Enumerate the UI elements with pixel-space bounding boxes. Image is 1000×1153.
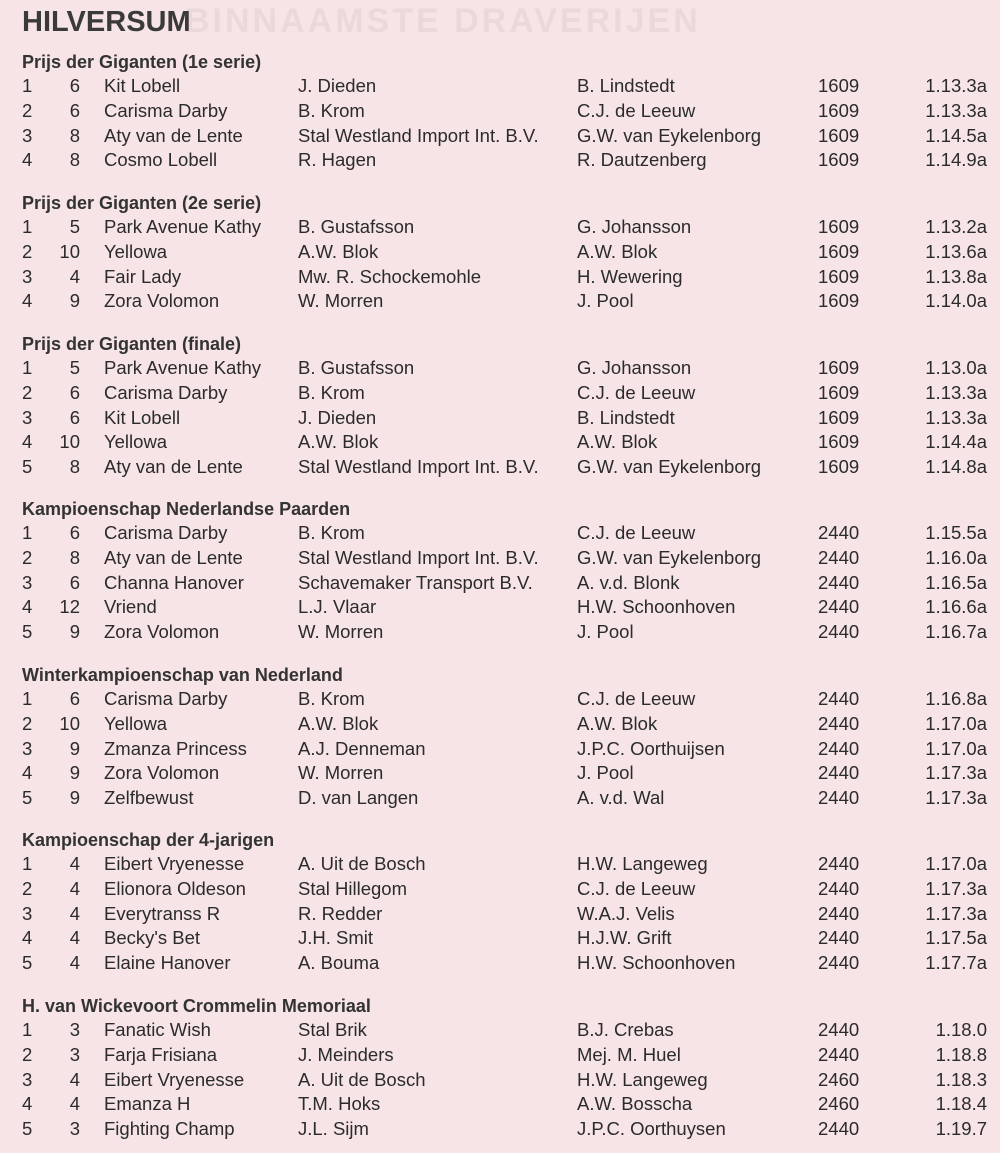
- cell-position: 2: [22, 877, 33, 899]
- cell-distance: 1609: [818, 290, 860, 312]
- cell-horse: Fanatic Wish: [104, 1019, 211, 1040]
- cell-owner: B. Krom: [298, 99, 365, 121]
- cell-time: 1.13.8a: [925, 265, 987, 287]
- cell-owner: Mw. R. Schockemohle: [298, 265, 482, 287]
- cell-time: 1.16.8a: [925, 688, 987, 709]
- cell-owner: A.W. Blok: [298, 431, 379, 453]
- result-row: [0, 852, 1000, 877]
- result-row: [0, 1018, 1000, 1043]
- cell-horse: Cosmo Lobell: [104, 149, 218, 171]
- cell-horse: Fighting Champ: [104, 1118, 235, 1140]
- cell-number: 8: [69, 124, 80, 146]
- cell-horse: Kit Lobell: [104, 75, 181, 96]
- result-row: [0, 406, 1000, 431]
- cell-horse: Zmanza Princess: [104, 737, 247, 759]
- cell-position: 4: [22, 596, 33, 618]
- cell-owner: L.J. Vlaar: [298, 596, 377, 618]
- cell-position: 3: [22, 406, 33, 428]
- result-row: [0, 786, 1000, 811]
- cell-driver: G. Johansson: [577, 357, 692, 378]
- result-row: [0, 215, 1000, 240]
- result-row: [0, 455, 1000, 480]
- race-title: H. van Wickevoort Crommelin Memoriaal: [22, 996, 371, 1016]
- cell-owner: R. Hagen: [298, 149, 377, 171]
- cell-number: 9: [69, 621, 80, 643]
- cell-position: 3: [22, 1068, 33, 1090]
- cell-position: 3: [22, 902, 33, 924]
- cell-number: 8: [69, 456, 80, 478]
- cell-distance: 2440: [818, 571, 860, 593]
- cell-time: 1.17.0a: [925, 712, 987, 734]
- cell-number: 3: [69, 1118, 80, 1140]
- cell-horse: Zora Volomon: [104, 621, 220, 643]
- cell-number: 4: [69, 927, 80, 949]
- cell-distance: 2440: [818, 1019, 860, 1040]
- cell-horse: Farja Frisiana: [104, 1043, 218, 1065]
- result-row: [0, 902, 1000, 927]
- cell-time: 1.14.5a: [925, 124, 987, 146]
- cell-horse: Park Avenue Kathy: [104, 216, 262, 237]
- race-title: Prijs der Giganten (1e serie): [22, 52, 262, 72]
- cell-distance: 1609: [818, 381, 860, 403]
- cell-distance: 1609: [818, 99, 860, 121]
- result-row: [0, 1092, 1000, 1117]
- cell-distance: 1609: [818, 75, 860, 96]
- cell-distance: 1609: [818, 265, 860, 287]
- cell-number: 8: [69, 149, 80, 171]
- cell-horse: Aty van de Lente: [104, 456, 243, 478]
- cell-horse: Yellowa: [104, 712, 168, 734]
- cell-number: 4: [69, 265, 80, 287]
- result-row: [0, 148, 1000, 173]
- cell-distance: 2440: [818, 762, 860, 784]
- cell-horse: Becky's Bet: [104, 927, 201, 949]
- result-row: [0, 265, 1000, 290]
- cell-horse: Park Avenue Kathy: [104, 357, 262, 378]
- race-section: [0, 332, 1000, 480]
- cell-driver: C.J. de Leeuw: [577, 877, 696, 899]
- cell-number: 6: [69, 688, 80, 709]
- cell-time: 1.18.4: [935, 1093, 987, 1115]
- cell-position: 4: [22, 1093, 33, 1115]
- cell-position: 1: [22, 216, 33, 237]
- cell-owner: A.W. Blok: [298, 240, 379, 262]
- cell-distance: 1609: [818, 240, 860, 262]
- cell-owner: Stal Westland Import Int. B.V.: [298, 546, 539, 568]
- cell-number: 12: [59, 596, 80, 618]
- cell-horse: Elaine Hanover: [104, 952, 231, 974]
- cell-number: 10: [59, 712, 80, 734]
- cell-driver: J. Pool: [577, 762, 634, 784]
- cell-position: 5: [22, 952, 33, 974]
- race-section: [0, 663, 1000, 811]
- cell-driver: R. Dautzenberg: [577, 149, 707, 171]
- cell-driver: J.P.C. Oorthuysen: [577, 1118, 726, 1140]
- cell-driver: C.J. de Leeuw: [577, 99, 696, 121]
- race-section: [0, 828, 1000, 976]
- race-title: Prijs der Giganten (2e serie): [22, 193, 262, 213]
- result-row: [0, 1068, 1000, 1093]
- cell-owner: D. van Langen: [298, 787, 419, 809]
- cell-time: 1.13.0a: [925, 357, 987, 378]
- cell-owner: W. Morren: [298, 290, 384, 312]
- cell-driver: H.W. Langeweg: [577, 1068, 708, 1090]
- result-row: [0, 430, 1000, 455]
- cell-number: 10: [59, 240, 80, 262]
- cell-owner: J.L. Sijm: [298, 1118, 369, 1140]
- cell-number: 3: [69, 1043, 80, 1065]
- cell-distance: 1609: [818, 149, 860, 171]
- result-row: [0, 521, 1000, 546]
- cell-owner: A. Bouma: [298, 952, 380, 974]
- cell-owner: A.J. Denneman: [298, 737, 426, 759]
- cell-number: 4: [69, 952, 80, 974]
- cell-driver: A. v.d. Wal: [577, 787, 665, 809]
- cell-position: 1: [22, 75, 33, 96]
- cell-time: 1.14.8a: [925, 456, 987, 478]
- cell-number: 10: [59, 431, 80, 453]
- cell-driver: J.P.C. Oorthuijsen: [577, 737, 725, 759]
- cell-owner: J. Meinders: [298, 1043, 394, 1065]
- cell-time: 1.16.6a: [925, 596, 987, 618]
- cell-time: 1.18.8: [935, 1043, 987, 1065]
- cell-distance: 2460: [818, 1068, 860, 1090]
- cell-time: 1.13.3a: [925, 75, 987, 96]
- cell-driver: A.W. Blok: [577, 240, 658, 262]
- cell-position: 3: [22, 571, 33, 593]
- cell-horse: Everytranss R: [104, 902, 221, 924]
- cell-horse: Emanza H: [104, 1093, 191, 1115]
- cell-owner: Stal Hillegom: [298, 877, 407, 899]
- cell-driver: C.J. de Leeuw: [577, 522, 696, 543]
- cell-number: 6: [69, 406, 80, 428]
- cell-distance: 2440: [818, 952, 860, 974]
- race-title: Kampioenschap Nederlandse Paarden: [22, 499, 351, 519]
- result-row: [0, 571, 1000, 596]
- race-section: [0, 50, 1000, 173]
- cell-position: 2: [22, 1043, 33, 1065]
- cell-driver: A. v.d. Blonk: [577, 571, 680, 593]
- race-section: [0, 191, 1000, 314]
- cell-owner: Stal Brik: [298, 1019, 367, 1040]
- cell-position: 5: [22, 456, 33, 478]
- cell-driver: H. Wewering: [577, 265, 683, 287]
- cell-owner: A.W. Blok: [298, 712, 379, 734]
- cell-time: 1.17.3a: [925, 787, 987, 809]
- cell-driver: A.W. Blok: [577, 431, 658, 453]
- cell-driver: H.W. Schoonhoven: [577, 596, 736, 618]
- cell-time: 1.16.5a: [925, 571, 987, 593]
- cell-driver: C.J. de Leeuw: [577, 688, 696, 709]
- cell-time: 1.18.0: [935, 1019, 987, 1040]
- cell-horse: Carisma Darby: [104, 381, 228, 403]
- cell-time: 1.13.6a: [925, 240, 987, 262]
- cell-distance: 2440: [818, 737, 860, 759]
- cell-position: 1: [22, 522, 33, 543]
- cell-number: 4: [69, 853, 80, 874]
- cell-position: 2: [22, 381, 33, 403]
- cell-horse: Carisma Darby: [104, 688, 228, 709]
- result-row: [0, 240, 1000, 265]
- race-title: Prijs der Giganten (finale): [22, 334, 242, 354]
- cell-distance: 2460: [818, 1093, 860, 1115]
- cell-position: 2: [22, 99, 33, 121]
- cell-number: 4: [69, 1068, 80, 1090]
- cell-distance: 1609: [818, 431, 860, 453]
- result-row: [0, 926, 1000, 951]
- cell-number: 5: [69, 357, 80, 378]
- cell-horse: Kit Lobell: [104, 406, 181, 428]
- cell-position: 4: [22, 762, 33, 784]
- cell-time: 1.16.0a: [925, 546, 987, 568]
- cell-position: 4: [22, 927, 33, 949]
- cell-distance: 1609: [818, 357, 860, 378]
- cell-number: 4: [69, 877, 80, 899]
- cell-number: 3: [69, 1019, 80, 1040]
- result-row: [0, 761, 1000, 786]
- cell-time: 1.14.9a: [925, 149, 987, 171]
- cell-position: 2: [22, 712, 33, 734]
- cell-distance: 1609: [818, 124, 860, 146]
- result-row: [0, 74, 1000, 99]
- cell-horse: Aty van de Lente: [104, 124, 243, 146]
- cell-distance: 2440: [818, 546, 860, 568]
- cell-distance: 2440: [818, 712, 860, 734]
- cell-distance: 2440: [818, 877, 860, 899]
- cell-owner: W. Morren: [298, 762, 384, 784]
- result-row: [0, 712, 1000, 737]
- cell-owner: J.H. Smit: [298, 927, 374, 949]
- cell-horse: Zora Volomon: [104, 290, 220, 312]
- result-row: [0, 1117, 1000, 1142]
- cell-driver: A.W. Bosscha: [577, 1093, 693, 1115]
- result-row: [0, 1043, 1000, 1068]
- cell-number: 6: [69, 571, 80, 593]
- page-title: HILVERSUM: [22, 6, 191, 38]
- cell-distance: 2440: [818, 902, 860, 924]
- cell-position: 1: [22, 357, 33, 378]
- cell-owner: B. Krom: [298, 381, 365, 403]
- cell-position: 3: [22, 737, 33, 759]
- result-row: [0, 687, 1000, 712]
- cell-horse: Fair Lady: [104, 265, 182, 287]
- result-row: [0, 595, 1000, 620]
- race-section: [0, 994, 1000, 1142]
- cell-owner: B. Krom: [298, 688, 365, 709]
- cell-time: 1.17.0a: [925, 853, 987, 874]
- cell-horse: Carisma Darby: [104, 99, 228, 121]
- cell-owner: A. Uit de Bosch: [298, 853, 426, 874]
- cell-time: 1.17.3a: [925, 762, 987, 784]
- cell-position: 1: [22, 853, 33, 874]
- cell-distance: 1609: [818, 456, 860, 478]
- cell-time: 1.17.0a: [925, 737, 987, 759]
- cell-number: 6: [69, 381, 80, 403]
- cell-position: 4: [22, 149, 33, 171]
- cell-driver: W.A.J. Velis: [577, 902, 675, 924]
- cell-owner: T.M. Hoks: [298, 1093, 381, 1115]
- cell-distance: 2440: [818, 1043, 860, 1065]
- cell-driver: J. Pool: [577, 290, 634, 312]
- cell-distance: 2440: [818, 787, 860, 809]
- cell-time: 1.19.7: [935, 1118, 987, 1140]
- cell-number: 8: [69, 546, 80, 568]
- cell-number: 6: [69, 75, 80, 96]
- cell-driver: H.W. Schoonhoven: [577, 952, 736, 974]
- cell-position: 2: [22, 546, 33, 568]
- result-row: [0, 737, 1000, 762]
- cell-position: 3: [22, 265, 33, 287]
- cell-time: 1.13.3a: [925, 406, 987, 428]
- cell-distance: 1609: [818, 406, 860, 428]
- cell-position: 5: [22, 621, 33, 643]
- cell-position: 3: [22, 124, 33, 146]
- cell-distance: 2440: [818, 596, 860, 618]
- cell-position: 5: [22, 1118, 33, 1140]
- cell-position: 4: [22, 431, 33, 453]
- cell-time: 1.17.5a: [925, 927, 987, 949]
- cell-driver: H.W. Langeweg: [577, 853, 708, 874]
- cell-position: 5: [22, 787, 33, 809]
- cell-owner: Stal Westland Import Int. B.V.: [298, 124, 539, 146]
- cell-horse: Eibert Vryenesse: [104, 853, 245, 874]
- race-title: Kampioenschap der 4-jarigen: [22, 830, 275, 850]
- cell-time: 1.16.7a: [925, 621, 987, 643]
- result-row: [0, 877, 1000, 902]
- cell-owner: Schavemaker Transport B.V.: [298, 571, 533, 593]
- cell-position: 1: [22, 688, 33, 709]
- cell-owner: J. Dieden: [298, 75, 377, 96]
- cell-distance: 1609: [818, 216, 860, 237]
- cell-number: 6: [69, 522, 80, 543]
- cell-owner: Stal Westland Import Int. B.V.: [298, 456, 539, 478]
- cell-position: 2: [22, 240, 33, 262]
- cell-owner: J. Dieden: [298, 406, 377, 428]
- cell-time: 1.13.2a: [925, 216, 987, 237]
- cell-driver: C.J. de Leeuw: [577, 381, 696, 403]
- cell-distance: 2440: [818, 927, 860, 949]
- cell-distance: 2440: [818, 522, 860, 543]
- cell-driver: G.W. van Eykelenborg: [577, 456, 762, 478]
- cell-owner: B. Krom: [298, 522, 365, 543]
- cell-position: 4: [22, 290, 33, 312]
- result-row: [0, 356, 1000, 381]
- cell-horse: Elionora Oldeson: [104, 877, 246, 899]
- cell-owner: A. Uit de Bosch: [298, 1068, 426, 1090]
- cell-number: 9: [69, 787, 80, 809]
- cell-number: 5: [69, 216, 80, 237]
- cell-driver: B. Lindstedt: [577, 406, 675, 428]
- result-row: [0, 620, 1000, 645]
- result-row: [0, 546, 1000, 571]
- cell-distance: 2440: [818, 1118, 860, 1140]
- cell-number: 6: [69, 99, 80, 121]
- cell-distance: 2440: [818, 853, 860, 874]
- result-row: [0, 124, 1000, 149]
- cell-owner: B. Gustafsson: [298, 357, 415, 378]
- cell-time: 1.17.3a: [925, 902, 987, 924]
- cell-horse: Zora Volomon: [104, 762, 220, 784]
- cell-driver: A.W. Blok: [577, 712, 658, 734]
- cell-number: 4: [69, 902, 80, 924]
- cell-driver: Mej. M. Huel: [577, 1043, 681, 1065]
- cell-horse: Yellowa: [104, 240, 168, 262]
- cell-time: 1.14.4a: [925, 431, 987, 453]
- cell-owner: W. Morren: [298, 621, 384, 643]
- cell-driver: B.J. Crebas: [577, 1019, 674, 1040]
- cell-number: 9: [69, 762, 80, 784]
- cell-number: 4: [69, 1093, 80, 1115]
- cell-time: 1.17.3a: [925, 877, 987, 899]
- cell-horse: Zelfbewust: [104, 787, 194, 809]
- cell-horse: Yellowa: [104, 431, 168, 453]
- cell-distance: 2440: [818, 621, 860, 643]
- cell-driver: G. Johansson: [577, 216, 692, 237]
- race-section: [0, 497, 1000, 645]
- cell-driver: J. Pool: [577, 621, 634, 643]
- result-row: [0, 289, 1000, 314]
- result-row: [0, 381, 1000, 406]
- cell-horse: Vriend: [104, 596, 157, 618]
- cell-driver: G.W. van Eykelenborg: [577, 124, 762, 146]
- result-row: [0, 99, 1000, 124]
- cell-distance: 2440: [818, 688, 860, 709]
- cell-time: 1.15.5a: [925, 522, 987, 543]
- cell-owner: R. Redder: [298, 902, 383, 924]
- cell-horse: Eibert Vryenesse: [104, 1068, 245, 1090]
- cell-owner: B. Gustafsson: [298, 216, 415, 237]
- cell-driver: B. Lindstedt: [577, 75, 675, 96]
- cell-time: 1.18.3: [935, 1068, 987, 1090]
- result-row: [0, 951, 1000, 976]
- bleed-through-text: BINNAAMSTE DRAVERIJEN: [185, 2, 701, 40]
- cell-time: 1.14.0a: [925, 290, 987, 312]
- cell-horse: Carisma Darby: [104, 522, 228, 543]
- race-title: Winterkampioenschap van Nederland: [22, 665, 343, 685]
- cell-horse: Aty van de Lente: [104, 546, 243, 568]
- cell-driver: G.W. van Eykelenborg: [577, 546, 762, 568]
- cell-driver: H.J.W. Grift: [577, 927, 672, 949]
- cell-position: 1: [22, 1019, 33, 1040]
- cell-time: 1.13.3a: [925, 99, 987, 121]
- cell-time: 1.17.7a: [925, 952, 987, 974]
- cell-number: 9: [69, 290, 80, 312]
- cell-number: 9: [69, 737, 80, 759]
- cell-time: 1.13.3a: [925, 381, 987, 403]
- cell-horse: Channa Hanover: [104, 571, 244, 593]
